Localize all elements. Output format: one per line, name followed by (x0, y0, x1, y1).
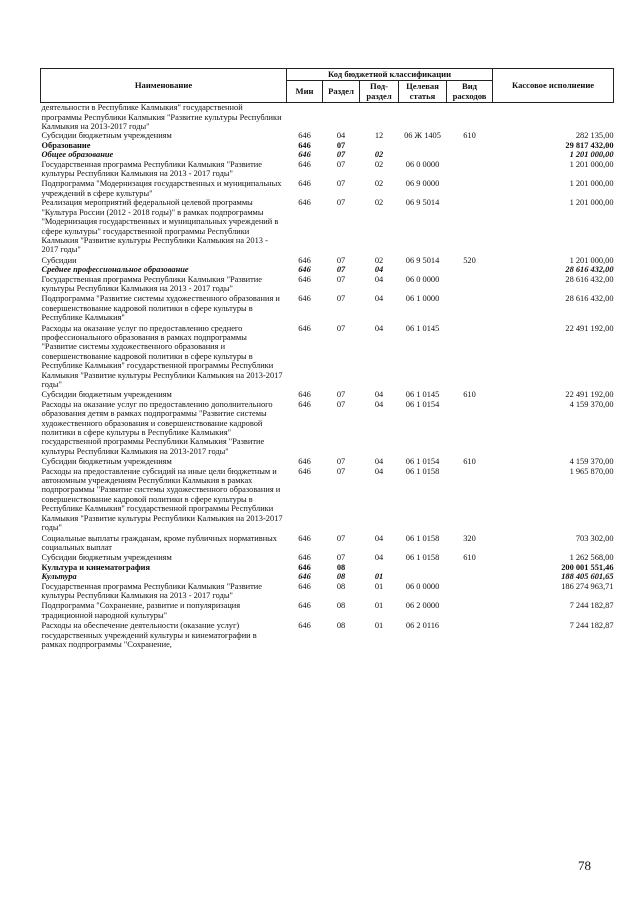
cell-target (399, 563, 447, 572)
cell-min: 646 (298, 562, 311, 572)
cell-razdel: 08 (336, 581, 346, 591)
cell-target: 06 1 0158 (405, 533, 440, 543)
cell-target: 06 1 0154 (405, 399, 440, 409)
cell-razdel: 07 (336, 457, 346, 467)
cell-razdel: 07 (336, 323, 346, 333)
cell-name: Государственная программа Республики Калмыкия "Развитие культуры Республики Калмыкия на 2013 - 2017 годы" (41, 274, 262, 293)
cell-vid: 520 (463, 255, 476, 265)
cell-podrazdel: 02 (374, 255, 384, 265)
cell-razdel: 07 (336, 466, 346, 476)
cell-razdel: 08 (336, 601, 346, 611)
cell-amount: 282 135,00 (575, 131, 614, 141)
table-row (41, 131, 614, 140)
cell-amount: 7 244 182,87 (569, 621, 614, 631)
cell-vid (447, 103, 493, 132)
cell-amount: 4 159 370,00 (569, 399, 614, 409)
cell-podrazdel: 12 (374, 131, 384, 141)
table-row (41, 323, 614, 390)
cell-target: 06 1 0154 (405, 457, 440, 467)
cell-min: 646 (298, 572, 311, 582)
cell-target (399, 150, 447, 159)
cell-podrazdel: 02 (374, 198, 384, 208)
cell-amount: 22 491 192,00 (565, 323, 614, 333)
table-row (41, 255, 614, 265)
cell-amount: 29 817 432,00 (565, 140, 614, 150)
cell-min: 646 (298, 581, 311, 591)
table-row (41, 572, 614, 581)
cell-vid: 610 (463, 457, 476, 467)
cell-min: 646 (298, 621, 311, 631)
cell-podrazdel: 04 (374, 294, 384, 304)
cell-razdel: 08 (336, 621, 346, 631)
cell-razdel: 07 (336, 390, 346, 400)
cell-amount: 1 201 000,00 (569, 150, 614, 160)
cell-target: 06 0 0000 (405, 581, 440, 591)
cell-min: 646 (298, 131, 311, 141)
cell-vid (447, 600, 493, 620)
cell-vid (447, 582, 493, 601)
header-vid: Вид расходов (447, 81, 493, 103)
cell-vid (447, 141, 493, 150)
cell-min: 646 (298, 457, 311, 467)
table-row (41, 150, 614, 159)
table-header (41, 69, 614, 103)
cell-vid: 320 (463, 533, 476, 543)
cell-name: Образование (41, 140, 91, 150)
table-row (41, 141, 614, 150)
header-razdel: Раздел (323, 81, 360, 103)
cell-podrazdel (360, 141, 399, 150)
budget-table (40, 68, 614, 649)
cell-amount: 1 262 568,00 (569, 553, 614, 563)
cell-podrazdel: 04 (374, 466, 384, 476)
cell-target: 06 2 0000 (405, 601, 440, 611)
cell-name: Субсидии бюджетным учреждениям (41, 553, 172, 563)
cell-min: 646 (298, 198, 311, 208)
cell-podrazdel: 01 (374, 621, 384, 631)
cell-podrazdel: 01 (374, 581, 384, 591)
header-code-group: Код бюджетной классификации (287, 69, 493, 81)
cell-name: Общее образование (41, 150, 114, 160)
cell-name: Подпрограмма "Сохранение, развитие и популяризация традиционной народной культуры" (41, 601, 241, 620)
table-row (41, 467, 614, 533)
cell-target: 06 2 0116 (405, 621, 440, 631)
table-row (41, 275, 614, 294)
cell-amount: 200 001 551,46 (561, 562, 614, 572)
header-target: Целевая статья (399, 81, 447, 103)
cell-name: Субсидии бюджетным учреждениям (41, 457, 172, 467)
cell-podrazdel: 04 (374, 274, 384, 284)
cell-min (287, 103, 323, 132)
cell-min: 646 (298, 265, 311, 275)
cell-amount: 1 201 000,00 (569, 179, 614, 189)
cell-target: 06 0 0000 (405, 159, 440, 169)
cell-min: 646 (298, 159, 311, 169)
cell-razdel: 04 (336, 131, 346, 141)
cell-podrazdel: 04 (374, 323, 384, 333)
cell-name: Расходы на оказание услуг по предоставлению дополнительного образования детям в рамках подпрограммы "Развитие системы художественного образования и совершенствование кадровой политики в сфере культуры в Республике Калмыкия" государственной программы Республики Калмыкия "Развитие культуры Республики Калмыкия на 2013-2017 годы" (41, 399, 273, 456)
cell-target (399, 103, 447, 132)
table-row (41, 456, 614, 466)
cell-vid: 610 (463, 390, 476, 400)
cell-vid (447, 275, 493, 294)
cell-vid (447, 198, 493, 254)
cell-vid: 610 (463, 131, 476, 141)
cell-name: Государственная программа Республики Калмыкия "Развитие культуры Республики Калмыкия на 2013 - 2017 годы" (41, 581, 262, 600)
cell-amount: 1 201 000,00 (569, 255, 614, 265)
table-row (41, 178, 614, 198)
cell-min: 646 (298, 533, 311, 543)
cell-razdel (323, 103, 360, 132)
table-row (41, 552, 614, 562)
cell-min: 646 (298, 323, 311, 333)
header-amount: Кассовое исполнение (493, 69, 614, 103)
budget-document (40, 68, 613, 649)
cell-target: 06 1 0145 (405, 390, 440, 400)
cell-razdel: 07 (336, 265, 346, 275)
cell-amount: 7 244 182,87 (569, 601, 614, 611)
cell-name: Социальные выплаты гражданам, кроме публичных нормативных социальных выплат (41, 533, 277, 552)
cell-name: деятельности в Республике Калмыкия" государственной программы Республики Калмыкия "Развитие культуры Республики Калмыкия на 2013-2017 годы" (41, 103, 282, 132)
cell-podrazdel: 02 (374, 179, 384, 189)
cell-target (399, 572, 447, 581)
cell-podrazdel: 04 (374, 390, 384, 400)
cell-min: 646 (298, 466, 311, 476)
page-number: 78 (578, 858, 591, 873)
cell-amount: 703 302,00 (575, 533, 614, 543)
cell-min: 646 (298, 140, 311, 150)
cell-target (399, 141, 447, 150)
cell-vid (447, 160, 493, 179)
table-row (41, 400, 614, 456)
cell-name: Субсидии бюджетным учреждениям (41, 131, 172, 141)
cell-podrazdel: 04 (374, 265, 384, 275)
cell-razdel: 08 (336, 572, 346, 582)
table-row (41, 265, 614, 274)
cell-razdel: 07 (336, 553, 346, 563)
cell-target: 06 1 0000 (405, 294, 440, 304)
cell-name: Расходы на предоставление субсидий на иные цели бюджетным и автономным учреждениям Республики Калмыкия в рамках подпрограммы "Развитие системы художественного образования и совершенствование кадровой политики в сфере культуры в Республике Калмыкия" государственной программы Республики Калмыкия "Развитие культуры Республики Калмыкия на 2013-2017 годы" (41, 466, 283, 533)
table-row (41, 563, 614, 572)
cell-vid (447, 563, 493, 572)
cell-amount: 186 274 963,71 (561, 581, 614, 591)
cell-amount: 1 201 000,00 (569, 198, 614, 208)
header-min: Мин (287, 81, 323, 103)
cell-min: 646 (298, 274, 311, 284)
cell-podrazdel: 01 (374, 601, 384, 611)
cell-razdel: 07 (336, 274, 346, 284)
cell-vid (447, 572, 493, 581)
table-row (41, 600, 614, 620)
cell-name: Государственная программа Республики Калмыкия "Развитие культуры Республики Калмыкия на 2013 - 2017 годы" (41, 159, 262, 179)
cell-name: Субсидии (41, 255, 77, 265)
cell-target: 06 9 5014 (405, 255, 440, 265)
cell-amount: 1 965 870,00 (569, 466, 614, 476)
table-row (41, 620, 614, 649)
table-row (41, 293, 614, 322)
cell-name: Среднее профессиональное образование (41, 265, 189, 275)
cell-amount: 4 159 370,00 (569, 457, 614, 467)
cell-razdel: 07 (336, 150, 346, 160)
cell-vid (447, 467, 493, 533)
cell-min: 646 (298, 150, 311, 160)
cell-name: Субсидии бюджетным учреждениям (41, 390, 172, 400)
cell-amount: 188 405 601,65 (561, 572, 614, 582)
cell-min: 646 (298, 553, 311, 563)
table-row (41, 198, 614, 254)
cell-min: 646 (298, 601, 311, 611)
cell-vid (447, 178, 493, 198)
cell-razdel: 07 (336, 140, 346, 150)
cell-min: 646 (298, 179, 311, 189)
cell-name: Расходы на оказание услуг по предоставлению среднего профессионального образования в рамках подпрограммы "Развитие системы художественного образования и совершенствование кадровой политики в сфере культуры в Республике Калмыкия" государственной программы Республики Калмыкия "Развитие культуры Республики Калмыкия на 2013-2017 годы" (41, 323, 283, 389)
cell-podrazdel: 02 (374, 150, 384, 160)
cell-name: Реализация мероприятий федеральной целевой программы "Культура России (2012 - 2018 годы)" в рамках подпрограммы "Модернизация государственных и муниципальных учреждений в сфере культуры" государственной программы Республики Калмыкия "Развитие культуры Республики Калмыкия на 2013 - 2017 годы" (41, 198, 279, 255)
cell-amount: 28 616 432,00 (565, 274, 614, 284)
cell-target: 06 1 0158 (405, 553, 440, 563)
cell-min: 646 (298, 399, 311, 409)
cell-razdel: 07 (336, 159, 346, 169)
table-row (41, 582, 614, 601)
table-row (41, 389, 614, 399)
cell-name: Расходы на обеспечение деятельности (оказание услуг) государственных учреждений культуры и кинематографии в рамках подпрограммы "Сохранение, (41, 621, 257, 649)
cell-podrazdel: 04 (374, 553, 384, 563)
cell-min: 646 (298, 390, 311, 400)
cell-razdel: 07 (336, 533, 346, 543)
cell-amount: 1 201 000,00 (569, 159, 614, 169)
cell-vid (447, 293, 493, 322)
cell-target: 06 1 0158 (405, 466, 440, 476)
cell-target: 06 1 0145 (405, 323, 440, 333)
cell-target: 06 9 0000 (405, 179, 440, 189)
cell-target (399, 265, 447, 274)
cell-razdel: 08 (336, 562, 346, 572)
cell-min: 646 (298, 294, 311, 304)
table-body (41, 103, 614, 650)
cell-razdel: 07 (336, 198, 346, 208)
cell-min: 646 (298, 255, 311, 265)
cell-podrazdel (360, 103, 399, 132)
table-row (41, 160, 614, 179)
cell-vid (447, 265, 493, 274)
cell-target: 06 0 0000 (405, 274, 440, 284)
header-name: Наименование (41, 69, 287, 103)
cell-vid (447, 323, 493, 390)
cell-amount: 28 616 432,00 (565, 294, 614, 304)
cell-vid (447, 620, 493, 649)
header-podrazdel: Под-раздел (360, 81, 399, 103)
cell-vid (447, 150, 493, 159)
cell-razdel: 07 (336, 179, 346, 189)
table-row (41, 103, 614, 132)
cell-vid: 610 (463, 553, 476, 563)
cell-razdel: 07 (336, 294, 346, 304)
cell-name: Подпрограмма "Развитие системы художественного образования и совершенствование кадровой политики в сфере культуры в Республике Калмыкия" (41, 294, 280, 323)
cell-razdel: 07 (336, 399, 346, 409)
cell-podrazdel (360, 563, 399, 572)
cell-podrazdel: 04 (374, 533, 384, 543)
cell-amount: 28 616 432,00 (565, 265, 614, 275)
cell-podrazdel: 01 (374, 572, 384, 582)
cell-vid (447, 400, 493, 456)
cell-name: Культура и кинематография (41, 562, 151, 572)
cell-podrazdel: 04 (374, 457, 384, 467)
table-row (41, 533, 614, 553)
cell-name: Подпрограмма "Модернизация государственных и муниципальных учреждений в сфере культуры" (41, 179, 282, 198)
cell-podrazdel: 02 (374, 159, 384, 169)
cell-target: 06 9 5014 (405, 198, 440, 208)
cell-target: 06 Ж 1405 (404, 131, 441, 141)
cell-name: Культура (41, 572, 77, 582)
cell-razdel: 07 (336, 255, 346, 265)
cell-podrazdel: 04 (374, 399, 384, 409)
cell-amount (493, 103, 614, 132)
cell-amount: 22 491 192,00 (565, 390, 614, 400)
